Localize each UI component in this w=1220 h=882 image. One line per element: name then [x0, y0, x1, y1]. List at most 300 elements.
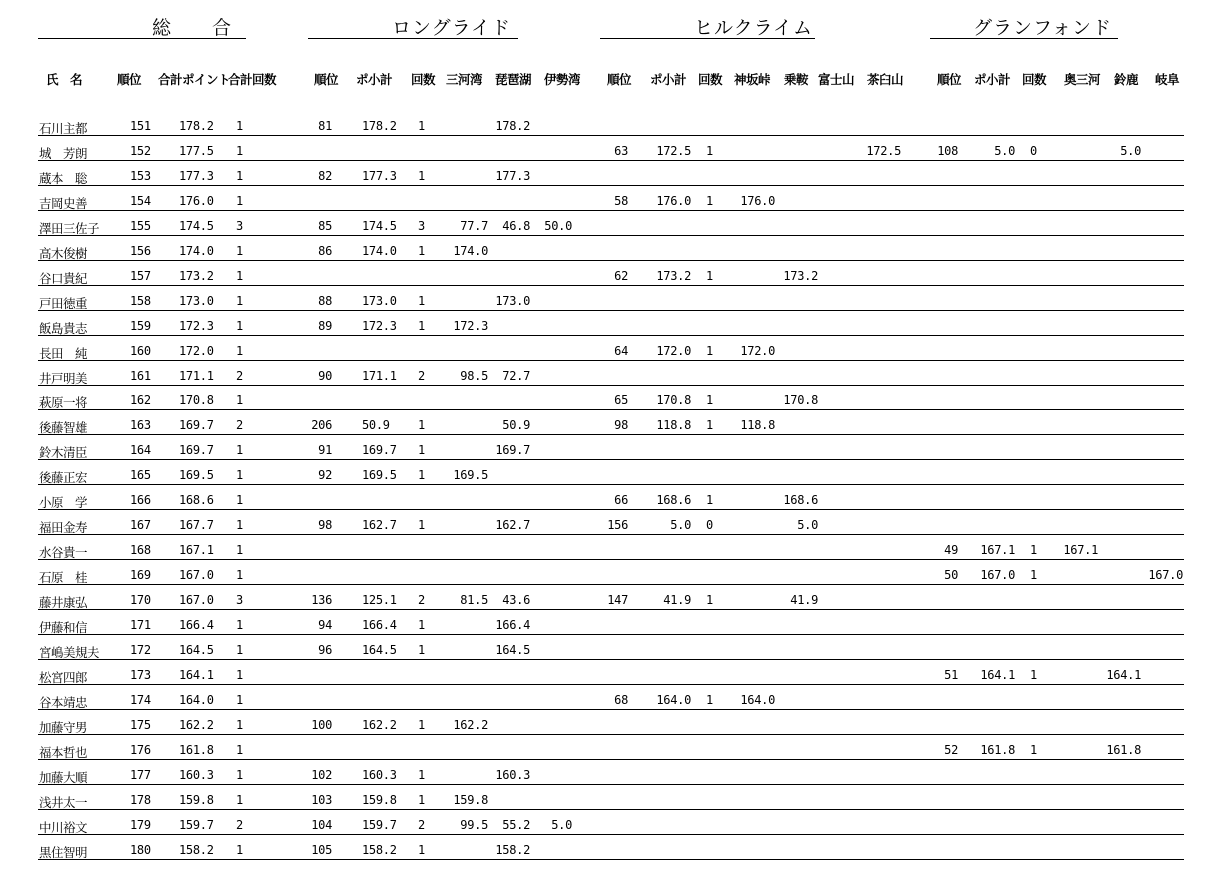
cell-rank: 180	[130, 842, 151, 857]
cell-lr-pts: 169.7	[362, 443, 397, 458]
cell-total: 174.5	[179, 218, 214, 233]
cell-lr-cnt: 1	[418, 792, 425, 807]
cell-rank: 157	[130, 268, 151, 283]
cell-total: 169.5	[179, 468, 214, 483]
cell-hc-pts: 172.5	[656, 143, 691, 158]
cell-lr-rank: 91	[318, 443, 332, 458]
table-row	[0, 368, 1220, 395]
table-row	[0, 545, 1220, 569]
cell-hc-kamisaka: 172.0	[740, 343, 775, 358]
row-underline	[38, 759, 1184, 760]
header-gf-points: ポ小計	[974, 72, 1011, 87]
cell-name: 浅井太一	[39, 794, 88, 810]
cell-cnt: 1	[236, 268, 243, 283]
cell-hc-rank: 64	[614, 343, 628, 358]
cell-cnt: 1	[236, 243, 243, 258]
table-row	[0, 520, 1220, 544]
cell-rank: 153	[130, 168, 151, 183]
cell-name: 伊藤和信	[39, 620, 88, 635]
section-title-gran-fondo: グランフォンド	[973, 17, 1113, 39]
cell-hc-cnt: 1	[706, 493, 713, 508]
cell-lr-ise: 5.0	[551, 817, 572, 832]
cell-lr-biwako: 178.2	[495, 119, 530, 133]
cell-lr-rank: 136	[311, 593, 332, 608]
cell-name: 井戸明美	[39, 370, 88, 386]
cell-cnt: 1	[236, 642, 243, 657]
cell-name: 後藤正宏	[39, 470, 88, 486]
cell-lr-biwako: 173.0	[495, 293, 530, 308]
cell-lr-cnt: 1	[418, 418, 425, 433]
cell-lr-mikawa: 162.2	[453, 717, 488, 732]
cell-lr-rank: 82	[318, 168, 332, 183]
cell-cnt: 1	[236, 193, 243, 208]
cell-name: 小原 学	[39, 495, 88, 511]
cell-lr-rank: 90	[318, 368, 332, 383]
cell-cnt: 1	[236, 568, 243, 583]
cell-lr-pts: 173.0	[362, 293, 397, 308]
row-underline	[38, 809, 1184, 810]
header-name: 氏 名	[46, 72, 83, 87]
cell-hc-rank: 68	[614, 692, 628, 707]
table-row	[0, 445, 1220, 469]
cell-lr-rank: 96	[318, 642, 332, 657]
cell-lr-cnt: 1	[418, 767, 425, 782]
cell-lr-pts: 158.2	[362, 842, 397, 857]
cell-rank: 161	[130, 368, 151, 383]
cell-name: 飯島貴志	[39, 320, 88, 336]
cell-lr-biwako: 46.8	[502, 218, 530, 233]
cell-cnt: 1	[236, 742, 243, 757]
cell-lr-pts: 50.9	[362, 418, 390, 433]
cell-name: 石原 桂	[39, 570, 88, 586]
cell-rank: 168	[130, 543, 151, 558]
row-underline	[38, 260, 1184, 261]
cell-gf-rank: 49	[944, 543, 958, 558]
cell-gf-suzuka: 161.8	[1106, 742, 1141, 757]
header-lr-rank: 順位	[314, 72, 339, 87]
cell-lr-biwako: 166.4	[495, 618, 530, 632]
row-underline	[38, 409, 1184, 410]
cell-total: 170.8	[179, 393, 214, 408]
cell-cnt: 1	[236, 543, 243, 558]
cell-total: 164.1	[179, 667, 214, 682]
cell-lr-pts: 172.3	[362, 318, 397, 333]
cell-rank: 159	[130, 318, 151, 333]
cell-hc-kamisaka: 176.0	[740, 193, 775, 208]
table-row	[0, 667, 1220, 694]
header-gf-suzuka: 鈴鹿	[1114, 72, 1139, 87]
cell-gf-gifu: 167.0	[1148, 568, 1183, 583]
cell-name: 萩原一将	[39, 395, 88, 411]
cell-gf-pts: 161.8	[980, 742, 1015, 757]
table-row	[0, 620, 1220, 644]
cell-name: 福本哲也	[39, 744, 88, 760]
cell-total: 177.3	[179, 168, 214, 183]
section-title-long-ride: ロングライド	[392, 17, 512, 39]
table-row	[0, 268, 1220, 295]
cell-cnt: 1	[236, 493, 243, 508]
cell-lr-mikawa: 77.7	[460, 218, 488, 233]
cell-rank: 162	[130, 393, 151, 408]
cell-hc-chausu: 172.5	[866, 143, 901, 158]
cell-hc-cnt: 1	[706, 418, 713, 433]
cell-hc-norikura: 170.8	[783, 393, 818, 408]
cell-gf-pts: 164.1	[980, 667, 1015, 682]
cell-name: 水谷貴一	[39, 545, 88, 561]
cell-name: 藤井康弘	[39, 595, 88, 611]
cell-cnt: 1	[236, 143, 243, 158]
cell-lr-biwako: 72.7	[502, 368, 530, 383]
cell-hc-kamisaka: 164.0	[740, 692, 775, 707]
cell-rank: 151	[130, 119, 151, 133]
row-underline	[38, 509, 1184, 510]
cell-cnt: 1	[236, 792, 243, 807]
cell-lr-cnt: 1	[418, 243, 425, 258]
cell-name: 高木俊樹	[39, 245, 88, 261]
cell-hc-norikura: 168.6	[783, 493, 818, 508]
cell-rank: 177	[130, 767, 151, 782]
row-underline	[38, 484, 1184, 485]
cell-total: 173.2	[179, 268, 214, 283]
cell-rank: 172	[130, 642, 151, 657]
cell-gf-pts: 167.1	[980, 543, 1015, 558]
header-hc-kamisaka: 神坂峠	[734, 72, 771, 87]
cell-lr-rank: 206	[311, 418, 332, 433]
header-total-points: 合計ポイント	[158, 72, 231, 87]
cell-rank: 154	[130, 193, 151, 208]
cell-total: 176.0	[179, 193, 214, 208]
cell-name: 石川主都	[39, 121, 88, 136]
cell-lr-biwako: 55.2	[502, 817, 530, 832]
table-row	[0, 842, 1220, 869]
cell-hc-pts: 173.2	[656, 268, 691, 283]
header-lr-ise: 伊勢湾	[544, 72, 581, 87]
cell-lr-cnt: 2	[418, 817, 425, 832]
cell-gf-rank: 50	[944, 568, 958, 583]
cell-cnt: 1	[236, 393, 243, 408]
cell-hc-rank: 58	[614, 193, 628, 208]
cell-lr-biwako: 169.7	[495, 443, 530, 458]
cell-lr-pts: 162.7	[362, 518, 397, 533]
table-row	[0, 792, 1220, 819]
row-underline	[38, 584, 1184, 585]
header-gf-okumikawa: 奥三河	[1064, 72, 1101, 87]
cell-gf-pts: 5.0	[994, 143, 1015, 158]
cell-lr-pts: 169.5	[362, 468, 397, 483]
table-row	[0, 470, 1220, 494]
cell-gf-rank: 52	[944, 742, 958, 757]
row-underline	[38, 609, 1184, 610]
cell-hc-pts: 5.0	[670, 518, 691, 533]
row-underline	[38, 210, 1184, 211]
cell-lr-biwako: 50.9	[502, 418, 530, 433]
table-row	[0, 570, 1220, 594]
cell-hc-rank: 147	[607, 593, 628, 608]
cell-lr-mikawa: 172.3	[453, 318, 488, 333]
cell-lr-rank: 102	[311, 767, 332, 782]
table-row	[0, 420, 1220, 444]
cell-lr-biwako: 164.5	[495, 642, 530, 657]
cell-rank: 165	[130, 468, 151, 483]
row-underline	[38, 310, 1184, 311]
header-lr-biwako: 琵琶湖	[495, 72, 532, 87]
row-underline	[38, 634, 1184, 635]
cell-rank: 167	[130, 518, 151, 533]
table-row	[0, 767, 1220, 794]
cell-name: 鈴木清臣	[39, 445, 88, 461]
cell-hc-pts: 41.9	[663, 593, 691, 608]
header-hc-count: 回数	[698, 72, 723, 87]
table-row	[0, 395, 1220, 419]
cell-total: 172.3	[179, 318, 214, 333]
table-row	[0, 742, 1220, 769]
cell-lr-pts: 177.3	[362, 168, 397, 183]
cell-name: 城 芳朗	[39, 145, 88, 161]
cell-total: 161.8	[179, 742, 214, 757]
cell-rank: 169	[130, 568, 151, 583]
table-row	[0, 193, 1220, 220]
cell-total: 171.1	[179, 368, 214, 383]
header-total-count: 合計回数	[228, 72, 277, 87]
cell-hc-cnt: 1	[706, 692, 713, 707]
cell-hc-norikura: 41.9	[790, 593, 818, 608]
cell-lr-pts: 160.3	[362, 767, 397, 782]
cell-lr-rank: 105	[311, 842, 332, 857]
header-gf-gifu: 岐阜	[1155, 72, 1180, 87]
row-underline	[38, 335, 1184, 336]
cell-rank: 164	[130, 443, 151, 458]
cell-cnt: 1	[236, 692, 243, 707]
cell-gf-pts: 167.0	[980, 568, 1015, 583]
cell-hc-cnt: 1	[706, 393, 713, 408]
row-underline	[38, 459, 1184, 460]
cell-rank: 170	[130, 593, 151, 608]
header-lr-mikawa: 三河湾	[446, 72, 483, 87]
cell-total: 164.5	[179, 642, 214, 657]
cell-hc-pts: 168.6	[656, 493, 691, 508]
cell-lr-pts: 178.2	[362, 119, 397, 133]
cell-total: 167.0	[179, 593, 214, 608]
cell-hc-cnt: 1	[706, 343, 713, 358]
cell-gf-suzuka: 5.0	[1120, 143, 1141, 158]
cell-rank: 163	[130, 418, 151, 433]
cell-cnt: 1	[236, 119, 243, 133]
cell-lr-rank: 89	[318, 318, 332, 333]
section-title-sogo: 総 合	[152, 17, 233, 39]
cell-hc-pts: 118.8	[656, 418, 691, 433]
cell-hc-rank: 98	[614, 418, 628, 433]
cell-cnt: 3	[236, 218, 243, 233]
cell-hc-rank: 65	[614, 393, 628, 408]
cell-total: 160.3	[179, 767, 214, 782]
cell-lr-rank: 85	[318, 218, 332, 233]
cell-gf-suzuka: 164.1	[1106, 667, 1141, 682]
cell-hc-rank: 66	[614, 493, 628, 508]
cell-lr-rank: 94	[318, 618, 332, 632]
cell-cnt: 2	[236, 418, 243, 433]
cell-lr-cnt: 1	[418, 443, 425, 458]
cell-lr-cnt: 1	[418, 318, 425, 333]
table-row	[0, 218, 1220, 245]
header-total-rank: 順位	[117, 72, 142, 87]
cell-name: 後藤智雄	[39, 420, 88, 436]
section-title-hill-climb: ヒルクライム	[694, 17, 814, 39]
cell-total: 167.1	[179, 543, 214, 558]
cell-total: 164.0	[179, 692, 214, 707]
cell-hc-rank: 156	[607, 518, 628, 533]
cell-lr-pts: 174.0	[362, 243, 397, 258]
cell-total: 177.5	[179, 143, 214, 158]
cell-hc-norikura: 5.0	[797, 518, 818, 533]
cell-gf-rank: 108	[937, 143, 958, 158]
cell-cnt: 2	[236, 368, 243, 383]
cell-lr-rank: 81	[318, 119, 332, 133]
row-underline	[38, 859, 1184, 860]
table-row	[0, 717, 1220, 744]
header-hc-norikura: 乗鞍	[784, 72, 809, 87]
row-underline	[38, 659, 1184, 660]
cell-name: 中川裕文	[39, 819, 88, 835]
row-underline	[38, 235, 1184, 236]
cell-total: 167.0	[179, 568, 214, 583]
cell-hc-norikura: 173.2	[783, 268, 818, 283]
cell-cnt: 1	[236, 168, 243, 183]
cell-name: 加藤大順	[39, 769, 88, 785]
cell-lr-biwako: 160.3	[495, 767, 530, 782]
table-row	[0, 692, 1220, 719]
cell-lr-mikawa: 99.5	[460, 817, 488, 832]
cell-lr-biwako: 43.6	[502, 593, 530, 608]
table-row	[0, 343, 1220, 370]
cell-lr-pts: 162.2	[362, 717, 397, 732]
cell-name: 黒住智明	[39, 844, 88, 860]
cell-total: 159.7	[179, 817, 214, 832]
cell-gf-okumikawa: 167.1	[1063, 543, 1098, 558]
cell-total: 169.7	[179, 418, 214, 433]
cell-lr-rank: 88	[318, 293, 332, 308]
cell-total: 159.8	[179, 792, 214, 807]
cell-rank: 176	[130, 742, 151, 757]
header-gf-rank: 順位	[937, 72, 962, 87]
cell-gf-cnt: 1	[1030, 568, 1037, 583]
row-underline	[38, 385, 1184, 386]
cell-lr-rank: 103	[311, 792, 332, 807]
cell-lr-pts: 159.7	[362, 817, 397, 832]
cell-cnt: 1	[236, 842, 243, 857]
table-row	[0, 595, 1220, 619]
table-row	[0, 293, 1220, 320]
header-hc-points: ポ小計	[650, 72, 687, 87]
cell-name: 澤田三佐子	[39, 220, 100, 236]
cell-hc-rank: 63	[614, 143, 628, 158]
cell-hc-pts: 164.0	[656, 692, 691, 707]
cell-lr-mikawa: 174.0	[453, 243, 488, 258]
row-underline	[38, 834, 1184, 835]
cell-lr-pts: 159.8	[362, 792, 397, 807]
cell-lr-cnt: 2	[418, 593, 425, 608]
cell-lr-mikawa: 81.5	[460, 593, 488, 608]
cell-rank: 174	[130, 692, 151, 707]
cell-gf-rank: 51	[944, 667, 958, 682]
cell-name: 加藤守男	[39, 719, 88, 735]
cell-cnt: 1	[236, 618, 243, 632]
cell-rank: 160	[130, 343, 151, 358]
cell-hc-pts: 172.0	[656, 343, 691, 358]
cell-lr-cnt: 1	[418, 293, 425, 308]
cell-lr-rank: 92	[318, 468, 332, 483]
cell-cnt: 1	[236, 518, 243, 533]
cell-lr-pts: 171.1	[362, 368, 397, 383]
header-hc-chausu: 茶臼山	[867, 72, 904, 87]
cell-rank: 171	[130, 618, 151, 632]
row-underline	[38, 434, 1184, 435]
table-row	[0, 495, 1220, 519]
cell-total: 173.0	[179, 293, 214, 308]
cell-lr-cnt: 1	[418, 842, 425, 857]
cell-total: 158.2	[179, 842, 214, 857]
cell-rank: 156	[130, 243, 151, 258]
table-row	[0, 243, 1220, 270]
cell-lr-biwako: 177.3	[495, 168, 530, 183]
cell-total: 162.2	[179, 717, 214, 732]
cell-lr-biwako: 158.2	[495, 842, 530, 857]
cell-lr-cnt: 1	[418, 642, 425, 657]
cell-name: 宮嶋美規夫	[39, 644, 100, 660]
cell-rank: 166	[130, 493, 151, 508]
cell-cnt: 1	[236, 318, 243, 333]
table-row	[0, 121, 1220, 145]
cell-lr-mikawa: 98.5	[460, 368, 488, 383]
cell-cnt: 1	[236, 293, 243, 308]
cell-lr-cnt: 1	[418, 119, 425, 133]
cell-total: 174.0	[179, 243, 214, 258]
cell-lr-ise: 50.0	[544, 218, 572, 233]
cell-cnt: 1	[236, 343, 243, 358]
row-underline	[38, 360, 1184, 361]
cell-lr-pts: 174.5	[362, 218, 397, 233]
cell-cnt: 1	[236, 468, 243, 483]
cell-name: 松宮四郎	[39, 669, 88, 685]
row-underline	[38, 559, 1184, 560]
cell-lr-cnt: 3	[418, 218, 425, 233]
cell-hc-pts: 176.0	[656, 193, 691, 208]
cell-lr-cnt: 1	[418, 468, 425, 483]
row-underline	[38, 534, 1184, 535]
cell-hc-cnt: 0	[706, 518, 713, 533]
cell-hc-pts: 170.8	[656, 393, 691, 408]
cell-cnt: 1	[236, 443, 243, 458]
cell-lr-cnt: 1	[418, 717, 425, 732]
cell-hc-rank: 62	[614, 268, 628, 283]
cell-total: 178.2	[179, 119, 214, 133]
row-underline	[38, 784, 1184, 785]
cell-total: 167.7	[179, 518, 214, 533]
cell-hc-cnt: 1	[706, 268, 713, 283]
cell-gf-cnt: 1	[1030, 667, 1037, 682]
cell-lr-mikawa: 159.8	[453, 792, 488, 807]
cell-cnt: 1	[236, 667, 243, 682]
cell-rank: 158	[130, 293, 151, 308]
cell-name: 福田金寿	[39, 520, 88, 536]
row-underline	[38, 135, 1184, 136]
cell-total: 166.4	[179, 618, 214, 632]
row-underline	[38, 160, 1184, 161]
cell-lr-cnt: 1	[418, 518, 425, 533]
cell-name: 谷口貴紀	[39, 270, 88, 286]
cell-name: 戸田徳重	[39, 295, 88, 311]
cell-gf-cnt: 1	[1030, 543, 1037, 558]
table-row	[0, 642, 1220, 669]
